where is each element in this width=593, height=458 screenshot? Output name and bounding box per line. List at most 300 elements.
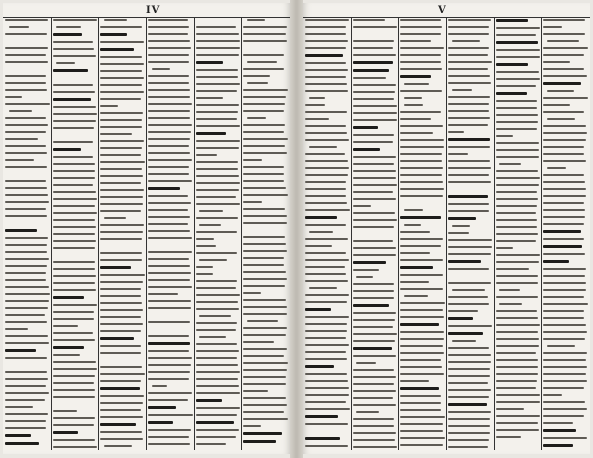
text-line bbox=[305, 224, 346, 226]
text-line bbox=[448, 167, 491, 169]
text-line bbox=[448, 174, 489, 176]
text-line bbox=[400, 437, 444, 439]
entry-heading-line bbox=[496, 92, 527, 95]
entry-heading-line bbox=[100, 48, 134, 51]
text-line bbox=[309, 97, 325, 99]
text-line bbox=[53, 113, 97, 115]
text-line bbox=[305, 83, 347, 85]
text-line bbox=[543, 97, 587, 99]
text-line bbox=[148, 40, 190, 42]
text-line bbox=[100, 161, 144, 163]
text-line bbox=[5, 335, 48, 337]
text-line bbox=[53, 325, 78, 327]
text-line bbox=[148, 300, 191, 302]
text-line bbox=[53, 417, 95, 419]
text-line bbox=[448, 282, 491, 284]
entry-separator bbox=[196, 19, 241, 21]
text-line bbox=[496, 247, 514, 249]
text-line bbox=[305, 174, 348, 176]
text-line bbox=[305, 19, 349, 21]
text-line bbox=[496, 56, 540, 58]
text-line bbox=[100, 224, 144, 226]
text-line bbox=[148, 89, 190, 91]
text-line bbox=[305, 380, 348, 382]
text-line bbox=[196, 83, 241, 85]
text-line bbox=[243, 180, 284, 182]
text-line bbox=[53, 410, 77, 412]
text-line bbox=[353, 77, 386, 79]
text-line bbox=[100, 203, 143, 205]
text-line bbox=[353, 446, 397, 448]
text-line bbox=[543, 139, 585, 141]
entry-heading-line bbox=[353, 126, 378, 129]
text-line bbox=[496, 261, 540, 263]
text-line bbox=[53, 318, 94, 320]
text-line bbox=[5, 272, 46, 274]
text-line bbox=[5, 61, 48, 63]
text-line bbox=[152, 385, 168, 387]
text-line bbox=[196, 111, 238, 113]
text-line bbox=[448, 26, 489, 28]
text-line bbox=[543, 373, 586, 375]
text-line bbox=[400, 139, 444, 141]
text-line bbox=[100, 309, 143, 311]
left-page-column-rule bbox=[194, 17, 195, 450]
text-line bbox=[148, 117, 190, 119]
text-line bbox=[196, 294, 240, 296]
left-page-column-rule bbox=[51, 17, 52, 450]
text-line bbox=[305, 118, 329, 120]
text-line bbox=[400, 231, 429, 233]
entry-heading-line bbox=[196, 399, 222, 402]
text-line bbox=[496, 149, 539, 151]
text-line bbox=[404, 295, 428, 297]
text-line bbox=[400, 238, 442, 240]
text-line bbox=[305, 344, 349, 346]
text-line bbox=[243, 292, 261, 294]
text-line bbox=[243, 376, 286, 378]
text-line bbox=[353, 177, 397, 179]
text-line bbox=[243, 299, 286, 301]
text-line bbox=[247, 320, 278, 322]
text-line bbox=[400, 281, 428, 283]
text-line bbox=[100, 196, 143, 198]
text-line bbox=[243, 390, 267, 392]
left-page-column-1 bbox=[5, 19, 50, 448]
text-line bbox=[100, 189, 144, 191]
text-line bbox=[400, 26, 441, 28]
text-line bbox=[148, 159, 192, 161]
text-line bbox=[148, 392, 192, 394]
text-line bbox=[448, 418, 490, 420]
text-line bbox=[196, 40, 240, 42]
text-line bbox=[100, 210, 141, 212]
text-line bbox=[400, 61, 441, 63]
text-line bbox=[448, 110, 489, 112]
text-line bbox=[196, 343, 237, 345]
text-line bbox=[5, 33, 47, 35]
text-line bbox=[100, 366, 142, 368]
text-line bbox=[243, 285, 284, 287]
text-line bbox=[543, 408, 587, 410]
entry-separator bbox=[53, 403, 98, 405]
text-line bbox=[305, 188, 346, 190]
entry-heading-line bbox=[448, 195, 488, 198]
text-line bbox=[100, 316, 141, 318]
text-line bbox=[496, 71, 539, 73]
text-line bbox=[53, 120, 96, 122]
entry-heading-line bbox=[100, 387, 140, 390]
text-line bbox=[53, 240, 96, 242]
text-line bbox=[400, 366, 442, 368]
text-line bbox=[496, 219, 537, 221]
text-line bbox=[353, 191, 394, 193]
text-line bbox=[148, 209, 188, 211]
text-line bbox=[5, 215, 47, 217]
text-line bbox=[5, 314, 45, 316]
text-line bbox=[400, 359, 441, 361]
entry-separator bbox=[5, 68, 50, 70]
text-line bbox=[148, 371, 190, 373]
text-line bbox=[56, 62, 75, 64]
text-line bbox=[243, 425, 261, 427]
text-line bbox=[5, 237, 48, 239]
entry-heading-line bbox=[448, 260, 481, 263]
text-line bbox=[5, 103, 50, 105]
text-line bbox=[148, 357, 192, 359]
text-line bbox=[496, 142, 539, 144]
right-page-column-rule bbox=[446, 17, 447, 450]
text-line bbox=[353, 383, 394, 385]
text-line bbox=[148, 216, 190, 218]
text-line bbox=[305, 294, 349, 296]
text-line bbox=[305, 195, 346, 197]
text-line bbox=[356, 276, 373, 278]
text-line bbox=[148, 131, 191, 133]
right-page-column-5 bbox=[496, 19, 541, 448]
text-line bbox=[243, 327, 287, 329]
text-line bbox=[496, 85, 536, 87]
text-line bbox=[100, 147, 141, 149]
text-line bbox=[400, 338, 444, 340]
text-line bbox=[448, 268, 489, 270]
entry-heading-line bbox=[448, 217, 476, 220]
text-line bbox=[448, 146, 490, 148]
text-line bbox=[448, 153, 468, 155]
text-line bbox=[5, 392, 49, 394]
text-line bbox=[196, 47, 240, 49]
text-line bbox=[400, 19, 441, 21]
entry-separator bbox=[496, 443, 541, 445]
text-line bbox=[196, 168, 239, 170]
text-line bbox=[148, 321, 190, 323]
text-line bbox=[305, 394, 349, 396]
text-line bbox=[543, 181, 584, 183]
text-line bbox=[148, 258, 189, 260]
text-line bbox=[148, 173, 189, 175]
text-line bbox=[305, 153, 345, 155]
entry-heading-line bbox=[305, 415, 338, 418]
text-line bbox=[305, 401, 346, 403]
text-line bbox=[100, 252, 142, 254]
text-line bbox=[448, 411, 491, 413]
text-line bbox=[448, 124, 488, 126]
text-line bbox=[5, 399, 45, 401]
text-line bbox=[53, 368, 97, 370]
entry-separator bbox=[148, 244, 193, 246]
text-line bbox=[496, 394, 540, 396]
text-line bbox=[452, 289, 485, 291]
text-line bbox=[496, 366, 539, 368]
text-line bbox=[400, 47, 443, 49]
text-line bbox=[5, 19, 48, 21]
text-line bbox=[543, 415, 584, 417]
text-line bbox=[305, 387, 349, 389]
text-line bbox=[196, 182, 240, 184]
text-line bbox=[53, 91, 95, 93]
text-line bbox=[353, 319, 396, 321]
text-line bbox=[243, 152, 287, 154]
text-line bbox=[448, 382, 488, 384]
entry-heading-line bbox=[100, 423, 136, 426]
text-line bbox=[5, 307, 48, 309]
text-line bbox=[196, 203, 241, 205]
text-line bbox=[305, 26, 346, 28]
text-line bbox=[5, 265, 47, 267]
text-line bbox=[53, 170, 96, 172]
text-line bbox=[243, 138, 287, 140]
text-line bbox=[243, 131, 283, 133]
text-line bbox=[404, 104, 423, 106]
text-line bbox=[496, 359, 539, 361]
text-line bbox=[100, 345, 140, 347]
text-line bbox=[448, 296, 488, 298]
text-line bbox=[196, 147, 240, 149]
text-line bbox=[53, 375, 95, 377]
text-line bbox=[496, 345, 539, 347]
text-line bbox=[353, 212, 396, 214]
text-line bbox=[53, 141, 94, 143]
text-line bbox=[247, 19, 265, 21]
text-line bbox=[305, 69, 348, 71]
text-line bbox=[53, 19, 97, 21]
text-line bbox=[148, 82, 189, 84]
text-line bbox=[196, 266, 213, 268]
text-line bbox=[448, 131, 464, 133]
text-line bbox=[496, 275, 538, 277]
text-line bbox=[243, 341, 274, 343]
entry-heading-line bbox=[448, 403, 487, 406]
text-line bbox=[148, 237, 192, 239]
text-line bbox=[100, 105, 118, 107]
text-line bbox=[196, 329, 236, 331]
text-line bbox=[53, 439, 95, 441]
text-line bbox=[353, 326, 394, 328]
text-line bbox=[496, 226, 538, 228]
text-line bbox=[152, 68, 170, 70]
entry-heading-line bbox=[243, 432, 282, 435]
text-line bbox=[196, 378, 238, 380]
text-line bbox=[148, 436, 189, 438]
text-line bbox=[305, 238, 348, 240]
text-line bbox=[243, 26, 287, 28]
text-line bbox=[243, 278, 287, 280]
text-line bbox=[543, 422, 573, 424]
text-line bbox=[400, 302, 445, 304]
entry-heading-line bbox=[196, 61, 223, 64]
text-line bbox=[353, 240, 393, 242]
text-line bbox=[5, 159, 34, 161]
text-line bbox=[100, 56, 142, 58]
text-line bbox=[543, 125, 586, 127]
text-line bbox=[496, 177, 540, 179]
text-line bbox=[543, 338, 585, 340]
text-line bbox=[56, 26, 80, 28]
text-line bbox=[496, 233, 539, 235]
text-line bbox=[100, 175, 143, 177]
entry-heading-line bbox=[243, 440, 276, 443]
text-line bbox=[448, 96, 490, 98]
text-line bbox=[400, 188, 444, 190]
text-line bbox=[196, 69, 238, 71]
entry-separator bbox=[243, 47, 288, 49]
text-line bbox=[543, 253, 585, 255]
text-line bbox=[353, 390, 396, 392]
text-line bbox=[543, 331, 587, 333]
text-line bbox=[496, 268, 529, 270]
text-line bbox=[452, 40, 480, 42]
text-line bbox=[305, 40, 348, 42]
text-line bbox=[243, 306, 287, 308]
entry-separator bbox=[148, 314, 193, 316]
text-line bbox=[243, 313, 286, 315]
left-page-number: IV bbox=[146, 5, 161, 16]
text-line bbox=[400, 252, 430, 254]
text-line bbox=[104, 19, 127, 21]
text-line bbox=[353, 47, 393, 49]
text-line bbox=[148, 335, 189, 337]
text-line bbox=[309, 231, 333, 233]
text-line bbox=[53, 84, 94, 86]
text-line bbox=[353, 290, 394, 292]
text-line bbox=[148, 286, 192, 288]
text-line bbox=[448, 54, 488, 56]
text-line bbox=[448, 61, 492, 63]
text-line bbox=[196, 54, 239, 56]
text-line bbox=[199, 315, 231, 317]
text-line bbox=[305, 167, 349, 169]
text-line bbox=[353, 355, 397, 357]
text-line bbox=[543, 153, 583, 155]
text-line bbox=[148, 364, 191, 366]
text-line bbox=[100, 154, 141, 156]
text-line bbox=[53, 198, 97, 200]
text-line bbox=[305, 351, 346, 353]
text-line bbox=[400, 245, 441, 247]
right-page-column-rule bbox=[398, 17, 399, 450]
text-line bbox=[196, 308, 239, 310]
text-line bbox=[353, 26, 397, 28]
text-line bbox=[547, 118, 575, 120]
text-line bbox=[543, 359, 586, 361]
text-line bbox=[305, 330, 347, 332]
text-line bbox=[100, 26, 142, 28]
text-line bbox=[5, 152, 47, 154]
text-line bbox=[243, 40, 286, 42]
text-line bbox=[196, 97, 224, 99]
entry-heading-line bbox=[448, 332, 483, 335]
entry-heading-line bbox=[305, 216, 337, 219]
text-line bbox=[100, 133, 132, 135]
text-line bbox=[305, 33, 346, 35]
text-line bbox=[53, 247, 95, 249]
text-line bbox=[148, 145, 189, 147]
text-line bbox=[543, 275, 585, 277]
text-line bbox=[5, 201, 49, 203]
text-line bbox=[5, 279, 46, 281]
right-page-column-6 bbox=[543, 19, 588, 448]
text-line bbox=[196, 407, 241, 409]
text-line bbox=[543, 146, 583, 148]
left-page-column-rule bbox=[98, 17, 99, 450]
entry-heading-line bbox=[5, 442, 39, 445]
text-line bbox=[448, 375, 490, 377]
text-line bbox=[243, 166, 284, 168]
text-line bbox=[496, 408, 524, 410]
text-line bbox=[448, 432, 490, 434]
text-line bbox=[496, 317, 539, 319]
text-line bbox=[448, 354, 491, 356]
text-line bbox=[243, 68, 283, 70]
text-line bbox=[499, 303, 521, 305]
text-line bbox=[400, 146, 444, 148]
text-line bbox=[148, 443, 190, 445]
text-line bbox=[100, 84, 142, 86]
text-line bbox=[199, 210, 223, 212]
left-page-column-2 bbox=[53, 19, 98, 448]
text-line bbox=[5, 251, 47, 253]
text-line bbox=[196, 231, 237, 233]
text-line bbox=[400, 423, 443, 425]
text-line bbox=[353, 163, 395, 165]
text-line bbox=[404, 97, 422, 99]
text-line bbox=[543, 380, 586, 382]
text-line bbox=[100, 70, 141, 72]
text-line bbox=[148, 152, 190, 154]
entry-heading-line bbox=[53, 346, 85, 349]
text-line bbox=[53, 332, 93, 334]
text-line bbox=[543, 202, 583, 204]
text-line bbox=[353, 376, 396, 378]
text-line bbox=[5, 166, 47, 168]
text-line bbox=[53, 382, 94, 384]
text-line bbox=[5, 54, 46, 56]
text-line bbox=[243, 75, 270, 77]
entry-heading-line bbox=[543, 230, 581, 233]
text-line bbox=[243, 159, 261, 161]
text-line bbox=[196, 245, 217, 247]
text-line bbox=[400, 331, 444, 333]
text-line bbox=[196, 357, 238, 359]
text-line bbox=[543, 324, 586, 326]
entry-separator bbox=[5, 173, 50, 175]
text-line bbox=[5, 385, 46, 387]
text-line bbox=[400, 174, 442, 176]
text-line bbox=[243, 110, 284, 112]
text-line bbox=[400, 373, 444, 375]
text-line bbox=[400, 352, 444, 354]
text-line bbox=[448, 347, 489, 349]
